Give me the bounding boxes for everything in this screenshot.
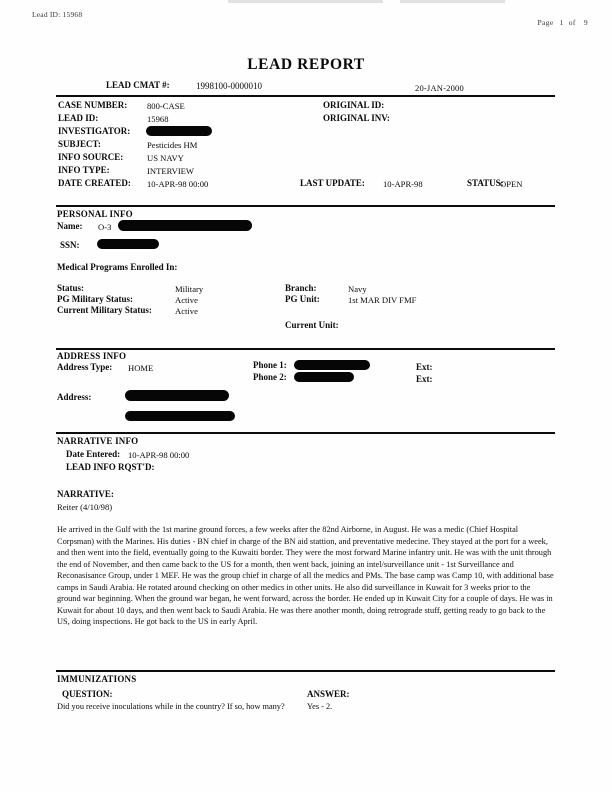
page-label: Page <box>537 18 554 27</box>
last-update-value: 10-APR-98 <box>383 178 423 189</box>
cmat-row <box>0 80 612 94</box>
running-header-lead-id-label: Lead ID: <box>32 10 61 19</box>
phone1-label: Phone 1: <box>253 360 287 370</box>
branch-value: Navy <box>348 283 367 294</box>
section-title-personal-info: PERSONAL INFO <box>57 209 133 219</box>
ssn-label: SSN: <box>60 240 80 250</box>
info-source-value: US NAVY <box>147 152 184 163</box>
pg-military-status-value: Active <box>175 294 198 305</box>
narrative-text: He arrived in the Gulf with the 1st marine ground forces, a few weeks after the 82nd Airborne, in August. He was a medic (Chief Hospital Corpsman) with the Marines. His duties - BN chief in charge of the BN aid stattion, and preventative medecine. They stayed at the port for a week, and then went into the field, eventually going to the Kuwaiti border. They were the most forward Marine infantry unit. He was with the unit through the end of November, and then came back to the US for a month, then went back, joining an intel/surveillance unit - 1st Surveillance and Reconasisance Group, under 1 MEF. He was the group chief in charge of all the medics and PMs. The base camp was Camp 10, with additional base camps in Saudi Arabia. He rotated around checking on other medics in other units. He also did surveillance in Kuwait for 3 weeks prior to the ground war beginning. When the ground war began, he went forward, across the border. He ended up in Kuwait City for a couple of days. He was in Kuwait for about 10 days, and then went back to Saudi Arabia. He was there another month, doing retrograde stuff, getting ready to go back to the US, doing inspections. He got back to the US in early April. <box>57 525 554 627</box>
info-source-label: INFO SOURCE: <box>58 152 124 162</box>
running-header-lead-id <box>32 10 82 19</box>
pg-unit-label: PG Unit: <box>285 294 320 304</box>
lead-id-label: LEAD ID: <box>58 113 99 123</box>
lead-info-rqstd-label: LEAD INFO RQST'D: <box>66 462 155 472</box>
ext2-label: Ext: <box>416 374 433 384</box>
divider-personal-info <box>56 205 555 207</box>
running-header-lead-id-value: 15968 <box>62 10 83 19</box>
page-title: LEAD REPORT <box>247 56 365 73</box>
page-total: 9 <box>583 18 588 27</box>
case-number-label: CASE NUMBER: <box>58 100 128 110</box>
investigator-label: INVESTIGATOR: <box>58 126 131 136</box>
redaction-investigator <box>146 126 212 136</box>
current-military-status-label: Current Military Status: <box>57 305 152 315</box>
original-id-label: ORIGINAL ID: <box>323 100 385 110</box>
subject-value: Pesticides HM <box>147 139 198 150</box>
date-created-label: DATE CREATED: <box>58 178 131 188</box>
cmat-value: 1998100-0000010 <box>196 80 262 91</box>
question-text: Did you receive inoculations while in the country? If so, how many? <box>57 702 285 711</box>
status-field-label: Status: <box>57 283 85 293</box>
status-value: OPEN <box>500 178 523 189</box>
date-entered-label: Date Entered: <box>66 449 121 459</box>
date-created-value: 10-APR-98 00:00 <box>147 178 209 189</box>
cmat-date: 20-JAN-2000 <box>415 83 464 93</box>
branch-label: Branch: <box>285 283 317 293</box>
subject-label: SUBJECT: <box>58 139 101 149</box>
redaction-phone1 <box>294 360 370 370</box>
narrative-label: NARRATIVE: <box>57 489 114 499</box>
status-field-value: Military <box>175 283 204 294</box>
redaction-ssn <box>97 239 159 249</box>
lead-id-value: 15968 <box>147 113 169 124</box>
question-label: QUESTION: <box>62 689 113 699</box>
phone2-label: Phone 2: <box>253 372 287 382</box>
address-type-value: HOME <box>128 362 154 373</box>
status-label: STATUS: <box>467 178 504 188</box>
page-of-label: of <box>568 18 576 27</box>
redaction-phone2 <box>294 372 354 382</box>
narrative-byline: Reiter (4/10/98) <box>57 502 113 512</box>
redaction-address-line2 <box>125 411 235 421</box>
running-header-page <box>537 18 588 27</box>
info-type-label: INFO TYPE: <box>58 165 110 175</box>
current-military-status-value: Active <box>175 305 198 316</box>
redaction-name <box>118 220 252 231</box>
section-title-narrative-info: NARRATIVE INFO <box>57 436 139 446</box>
cmat-label: LEAD CMAT #: <box>106 80 170 90</box>
address-type-label: Address Type: <box>57 362 113 372</box>
pg-unit-value: 1st MAR DIV FMF <box>348 294 417 305</box>
answer-text: Yes - 2. <box>307 702 333 711</box>
redaction-address-line1 <box>125 390 229 401</box>
info-type-value: INTERVIEW <box>147 165 195 176</box>
case-number-value: 800-CASE <box>147 100 185 111</box>
name-rank: O-3 <box>98 222 112 232</box>
section-title-immunizations: IMMUNIZATIONS <box>57 674 137 684</box>
scan-artifact <box>228 0 383 3</box>
divider-address-info <box>56 348 555 350</box>
divider-case-top <box>56 95 555 97</box>
last-update-label: LAST UPDATE: <box>300 178 365 188</box>
divider-immunizations <box>56 670 555 672</box>
divider-narrative-info <box>56 432 555 434</box>
current-unit-label: Current Unit: <box>285 320 339 330</box>
original-inv-label: ORIGINAL INV: <box>323 113 390 123</box>
pg-military-status-label: PG Military Status: <box>57 294 133 304</box>
answer-label: ANSWER: <box>307 689 350 699</box>
page-number: 1 <box>559 18 564 27</box>
address-label: Address: <box>57 392 92 402</box>
section-title-address-info: ADDRESS INFO <box>57 351 127 361</box>
name-label: Name: <box>57 221 83 231</box>
medical-programs-label: Medical Programs Enrolled In: <box>57 262 178 272</box>
scan-artifact <box>400 0 505 3</box>
ext1-label: Ext: <box>416 362 433 372</box>
date-entered-value: 10-APR-98 00:00 <box>128 449 190 460</box>
